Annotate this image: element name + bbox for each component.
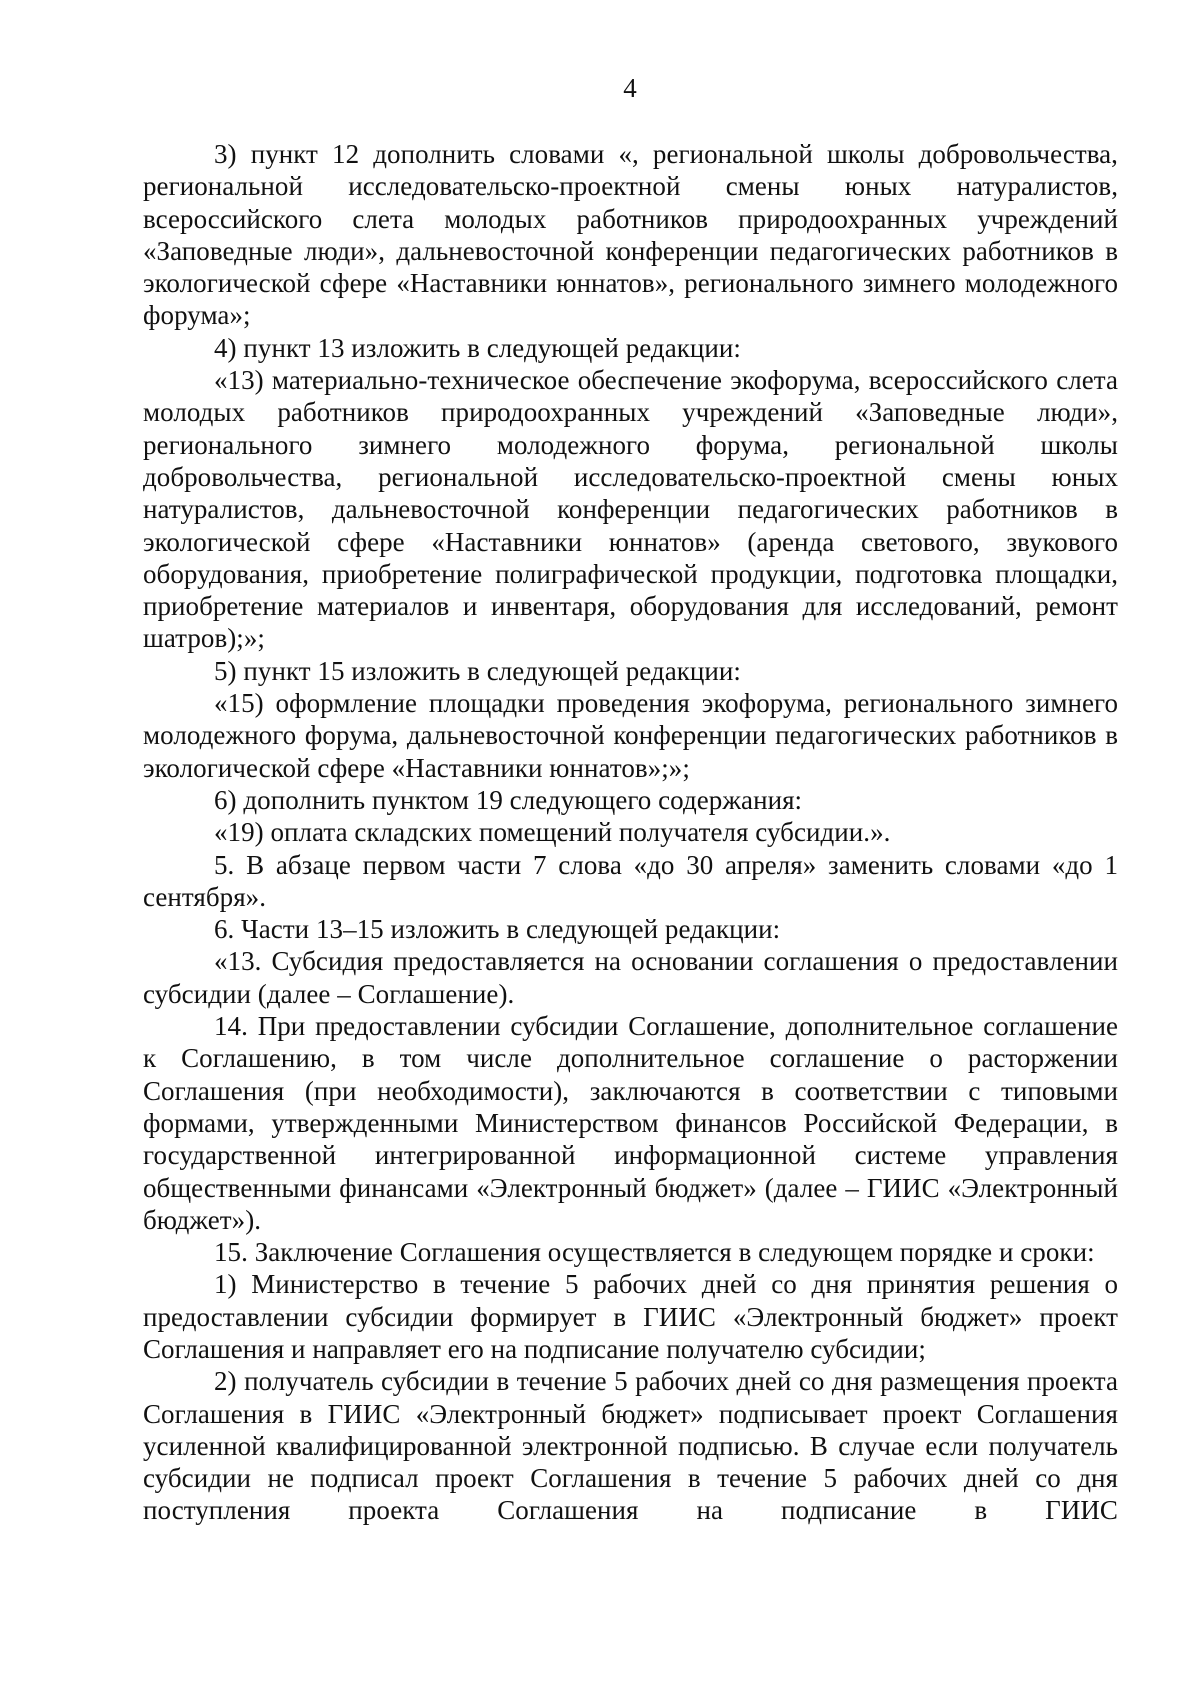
paragraph-quote-19: «19) оплата складских помещений получателя субсидии.».: [214, 817, 891, 848]
paragraph-item-4: 4) пункт 13 изложить в следующей редакции:: [214, 332, 741, 363]
paragraph-section-5: 5. В абзаце первом части 7 слова «до 30 апреля» заменить словами «до 1 сентября».: [143, 849, 1118, 912]
document-body: [143, 138, 1118, 1527]
paragraph-subitem-1: 1) Министерство в течение 5 рабочих дней со дня принятия решения о предоставлении субсидии формирует в ГИИС «Электронный бюджет» проект Соглашения и направляет его на подписание получателю субсидии;: [143, 1269, 1118, 1364]
paragraph-quote-15: «15) оформление площадки проведения экофорума, регионального зимнего молодежного форума, дальневосточной конференции педагогических работников в экологической сфере «Наставники юннатов»;»;: [143, 688, 1118, 783]
paragraph-quote-13: «13) материально-техническое обеспечение экофорума, всероссийского слета молодых работников природоохранных учреждений «Заповедные люди», регионального зимнего молодежного форума, региональной школы добровольчества, региональной исследовательско-проектной смены юных натуралистов, дальневосточной конференции педагогических работников в экологической сфере «Наставники юннатов» (аренда светового, звукового оборудования, приобретение полиграфической продукции, подготовка площадки, приобретение материалов и инвентаря, оборудования для исследований, ремонт шатров);»;: [143, 365, 1118, 654]
paragraph-item-3: 3) пункт 12 дополнить словами «, региональной школы добровольчества, региональной исследовательско-проектной смены юных натуралистов, всероссийского слета молодых работников природоохранных учреждений «Заповедные люди», дальневосточной конференции педагогических работников в экологической сфере «Наставники юннатов», регионального зимнего молодежного форума»;: [143, 139, 1118, 331]
paragraph-item-6: 6) дополнить пунктом 19 следующего содержания:: [214, 784, 803, 815]
paragraph-part-14: 14. При предоставлении субсидии Соглашение, дополнительное соглашение к Соглашению, в том числе дополнительное соглашение о расторжении Соглашения (при необходимости), заключаются в соответствии с типовыми формами, утвержденными Министерством финансов Российской Федерации, в государственной интегрированной информационной системе управления общественными финансами «Электронный бюджет» (далее – ГИИС «Электронный бюджет»).: [143, 1011, 1118, 1235]
paragraph-part-15: 15. Заключение Соглашения осуществляется в следующем порядке и сроки:: [214, 1237, 1095, 1268]
paragraph-item-5: 5) пункт 15 изложить в следующей редакции:: [214, 655, 741, 686]
page-number: 4: [623, 73, 637, 103]
paragraph-subitem-2: 2) получатель субсидии в течение 5 рабочих дней со дня размещения проекта Соглашения в ГИИС «Электронный бюджет» подписывает проект Соглашения усиленной квалифицированной электронной подписью. В случае если получатель субсидии не подписал проект Соглашения в течение 5 рабочих дней со дня поступления проекта Соглашения на подписание в ГИИС: [143, 1366, 1118, 1526]
paragraph-section-6: 6. Части 13–15 изложить в следующей редакции:: [214, 914, 781, 945]
paragraph-part-13: «13. Субсидия предоставляется на основании соглашения о предоставлении субсидии (далее – Соглашение).: [143, 946, 1118, 1009]
